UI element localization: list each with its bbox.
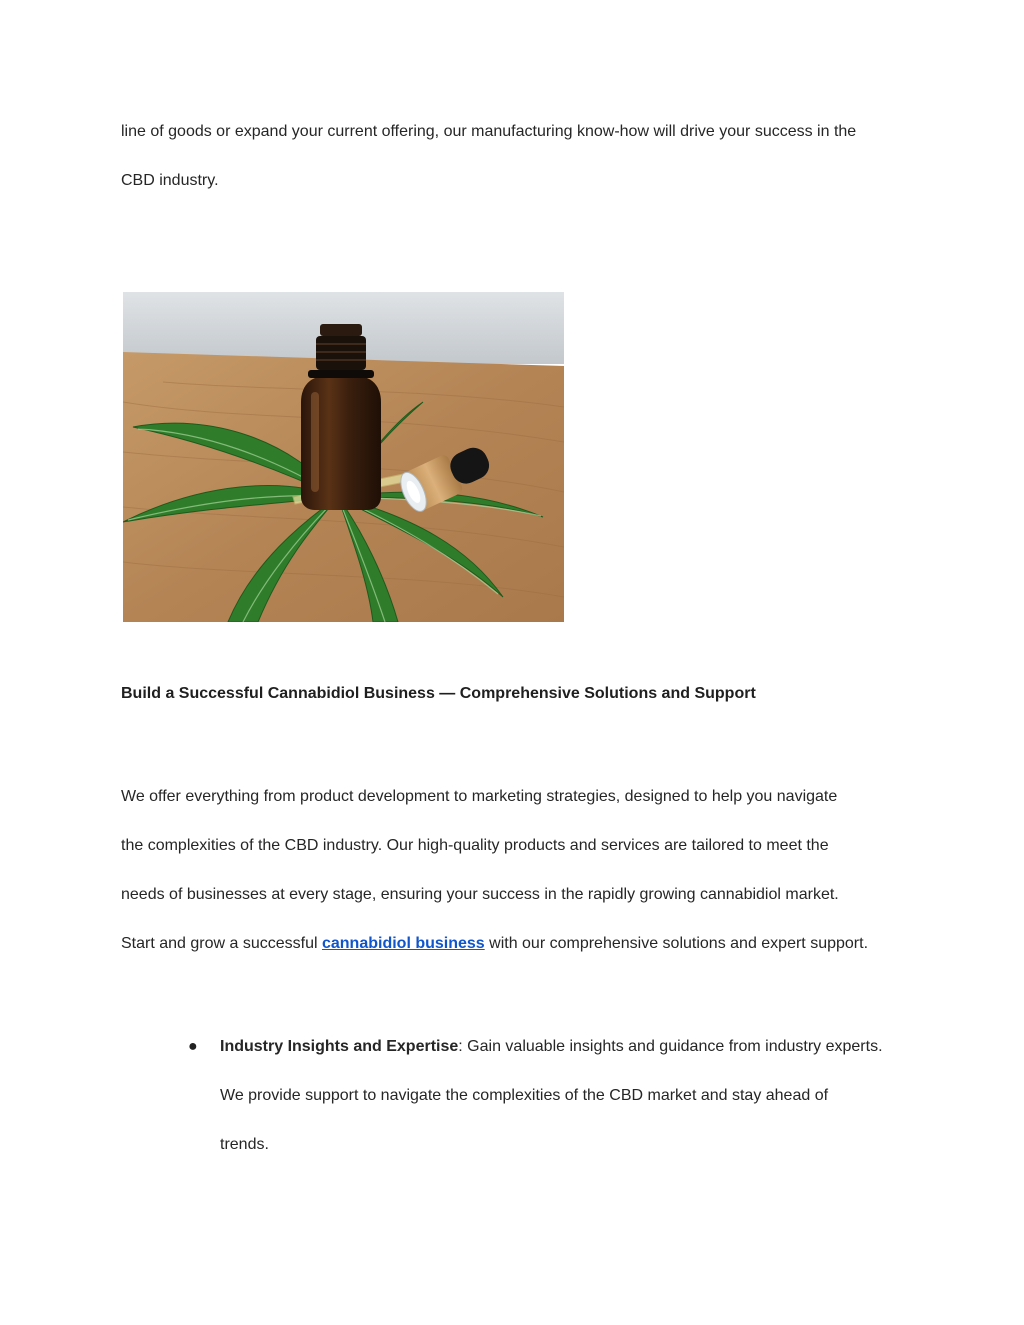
- bullet-text-1: : Gain valuable insights and guidance from industry experts.: [458, 1038, 883, 1055]
- bullet-line-3: trends.: [220, 1136, 269, 1153]
- intro-line-1: line of goods or expand your current offering, our manufacturing know-how will drive your success in the: [121, 123, 857, 140]
- body-line-4: [121, 934, 868, 954]
- body-line-3: needs of businesses at every stage, ensuring your success in the rapidly growing cannabidiol market.: [121, 886, 839, 903]
- body-line-1: We offer everything from product development to marketing strategies, designed to help you navigate: [121, 788, 838, 805]
- body-line-4-end: with our comprehensive solutions and expert support.: [484, 935, 869, 952]
- bullet-title: Industry Insights and Expertise: [220, 1038, 459, 1055]
- bullet-line-2: We provide support to navigate the complexities of the CBD market and stay ahead of: [220, 1087, 829, 1104]
- intro-line-2: CBD industry.: [121, 172, 219, 189]
- bullet-icon: ●: [188, 1038, 198, 1055]
- cbd-oil-photo: [123, 292, 564, 622]
- bullet-line-1: [220, 1037, 883, 1057]
- cannabidiol-business-link[interactable]: cannabidiol business: [321, 935, 485, 952]
- body-line-2: the complexities of the CBD industry. Our high-quality products and services are tailored to meet the: [121, 837, 829, 854]
- cbd-oil-illustration: [123, 292, 564, 622]
- section-heading: Build a Successful Cannabidiol Business — Comprehensive Solutions and Support: [121, 685, 756, 702]
- body-line-4-start: Start and grow a successful: [121, 935, 322, 952]
